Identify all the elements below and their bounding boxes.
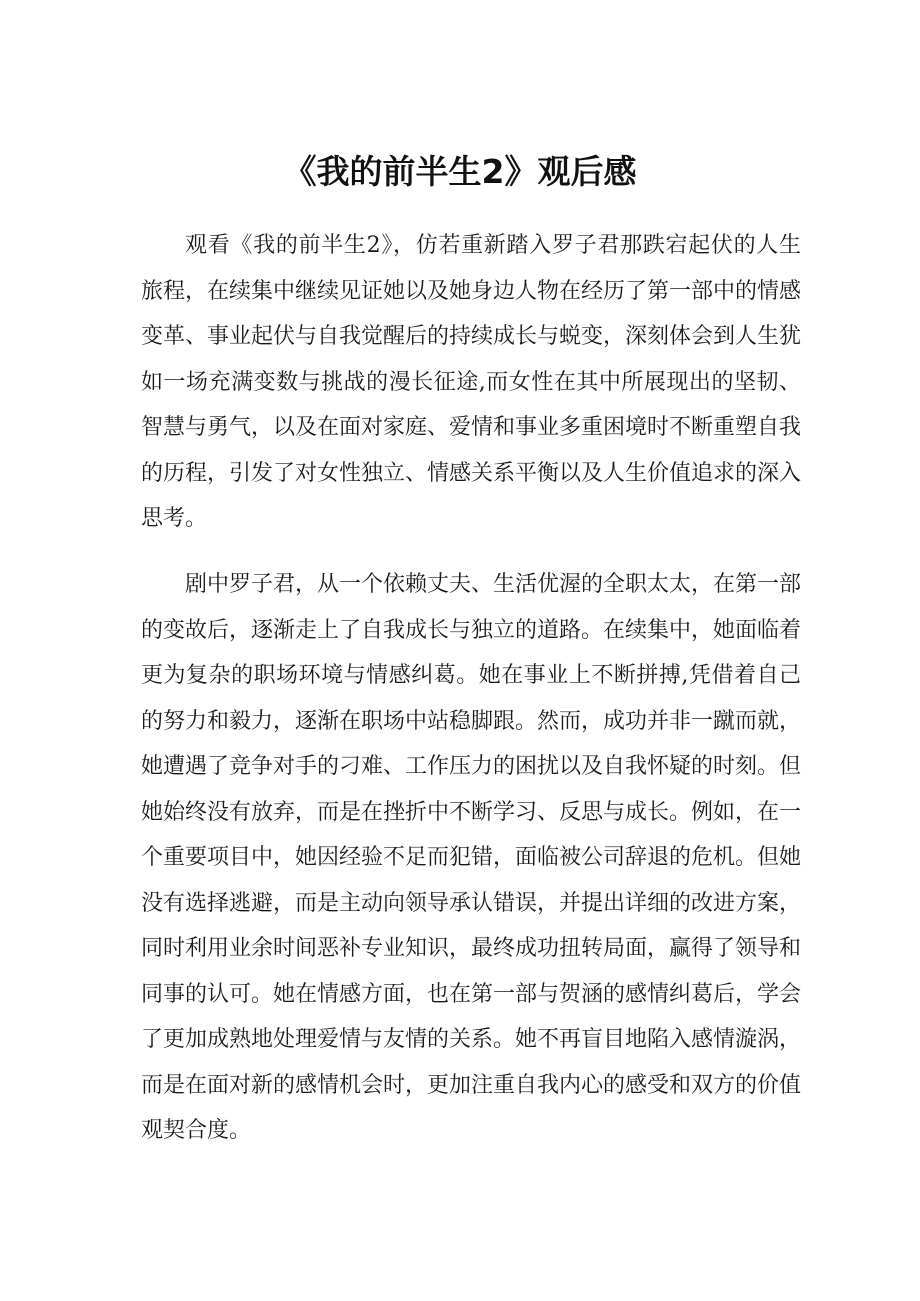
paragraph-1: 观看《我的前半生2》，仿若重新踏入罗子君那跌宕起伏的人生旅程，在续集中继续见证她以及她身边人物在经历了第一部中的情感变革、事业起伏与自我觉醒后的持续成长与蜕变，深刻体会到人生犹如一场充满变数与挑战的漫长征途,而女性在其中所展现出的坚韧、智慧与勇气，以及在面对家庭、爱情和事业多重困境时不断重塑自我的历程，引发了对女性独立、情感关系平衡以及人生价值追求的深入思考。: [141, 233, 802, 531]
paragraph-2: 剧中罗子君，从一个依赖丈夫、生活优渥的全职太太，在第一部的变故后，逐渐走上了自我成长与独立的道路。在续集中，她面临着更为复杂的职场环境与情感纠葛。她在事业上不断拼搏,凭借着自己的努力和毅力，逐渐在职场中站稳脚跟。然而，成功并非一蹴而就，她遭遇了竞争对手的刁难、工作压力的困扰以及自我怀疑的时刻。但她始终没有放弃，而是在挫折中不断学习、反思与成长。例如，在一个重要项目中，她因经验不足而犯错，面临被公司辞退的危机。但她没有选择逃避，而是主动向领导承认错误，并提出详细的改进方案，同时利用业余时间恶补专业知识，最终成功扭转局面，赢得了领导和同事的认可。她在情感方面，也在第一部与贺涵的感情纠葛后，学会了更加成熟地处理爱情与友情的关系。她不再盲目地陷入感情漩涡，而是在面对新的感情机会时，更加注重自我内心的感受和双方的价值观契合度。: [141, 572, 802, 1143]
document-title: 《我的前半生2》观后感: [283, 152, 637, 192]
